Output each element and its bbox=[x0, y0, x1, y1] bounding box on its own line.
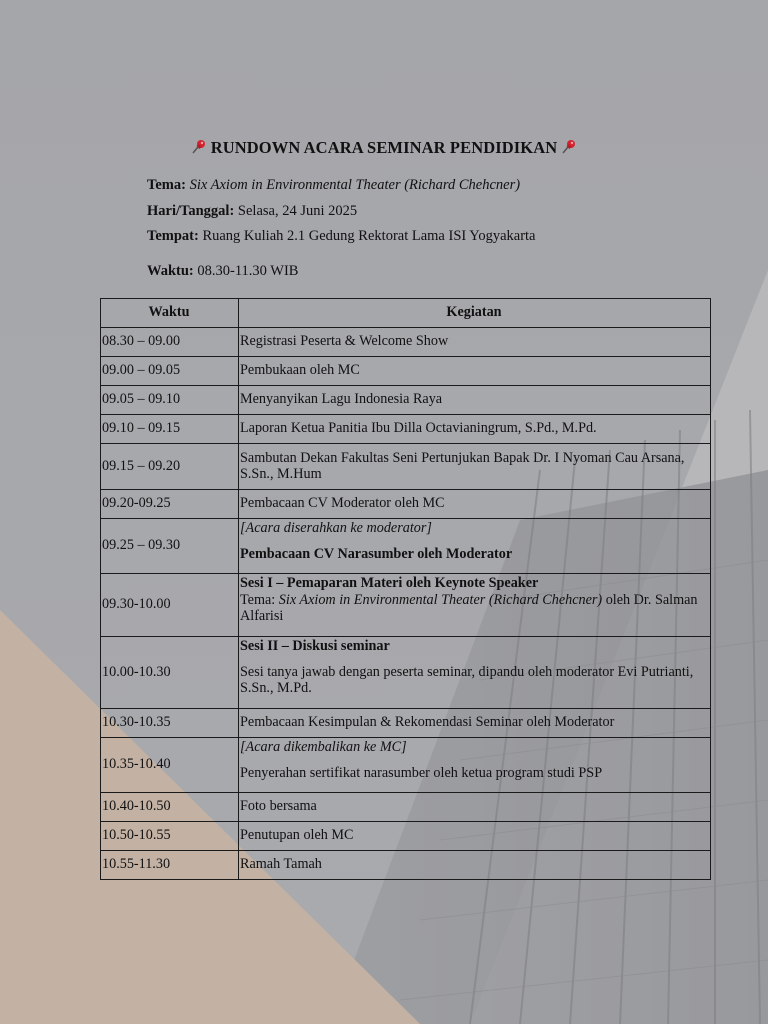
row-time: 09.15 – 09.20 bbox=[101, 444, 239, 490]
row-time: 08.30 – 09.00 bbox=[101, 328, 239, 357]
meta-waktu-label: Waktu: bbox=[147, 263, 194, 279]
row-time: 10.50-10.55 bbox=[101, 822, 239, 851]
row-tema bbox=[240, 592, 708, 625]
table-row bbox=[101, 328, 711, 357]
table-row bbox=[101, 444, 711, 490]
table-row bbox=[101, 793, 711, 822]
row-activity: Pembacaan Kesimpulan & Rekomendasi Seminar oleh Moderator bbox=[239, 709, 711, 738]
row-note: [Acara dikembalikan ke MC] bbox=[240, 739, 407, 755]
row-activity-text: Penyerahan sertifikat narasumber oleh ketua program studi PSP bbox=[240, 764, 603, 781]
table-row bbox=[101, 574, 711, 637]
document-title bbox=[0, 138, 768, 160]
meta-tanggal-label: Hari/Tanggal: bbox=[147, 203, 235, 219]
row-activity bbox=[239, 637, 711, 709]
row-tema-italic: Six Axiom in Environmental Theater (Richard Chehcner) bbox=[278, 591, 603, 608]
meta-tanggal-value: Selasa, 24 Juni 2025 bbox=[237, 203, 358, 219]
meta-tempat-label: Tempat: bbox=[147, 228, 199, 244]
meta-tempat bbox=[147, 228, 536, 245]
row-activity-text: Pembacaan CV Narasumber oleh Moderator bbox=[240, 545, 513, 562]
row-time: 09.25 – 09.30 bbox=[101, 519, 239, 574]
row-time: 09.30-10.00 bbox=[101, 574, 239, 637]
row-activity: Foto bersama bbox=[239, 793, 711, 822]
rundown-table bbox=[100, 298, 711, 880]
row-tema-label: Tema: bbox=[240, 591, 279, 608]
table-row bbox=[101, 519, 711, 574]
row-activity bbox=[239, 519, 711, 574]
table-header-row bbox=[101, 299, 711, 328]
row-activity bbox=[239, 738, 711, 793]
row-activity: Ramah Tamah bbox=[239, 851, 711, 880]
title-text: RUNDOWN ACARA SEMINAR PENDIDIKAN bbox=[210, 138, 558, 157]
row-time: 09.05 – 09.10 bbox=[101, 386, 239, 415]
header-waktu: Waktu bbox=[101, 299, 239, 328]
row-activity: Pembacaan CV Moderator oleh MC bbox=[239, 490, 711, 519]
row-time: 10.40-10.50 bbox=[101, 793, 239, 822]
table-row bbox=[101, 709, 711, 738]
header-kegiatan: Kegiatan bbox=[239, 299, 711, 328]
table-row bbox=[101, 822, 711, 851]
row-time: 10.30-10.35 bbox=[101, 709, 239, 738]
row-activity: Pembukaan oleh MC bbox=[239, 357, 711, 386]
row-time: 10.55-11.30 bbox=[101, 851, 239, 880]
row-heading: Sesi I – Pemaparan Materi oleh Keynote Speaker bbox=[240, 575, 539, 591]
row-activity bbox=[239, 574, 711, 637]
table-row bbox=[101, 386, 711, 415]
row-activity: Laporan Ketua Panitia Ibu Dilla Octavianingrum, S.Pd., M.Pd. bbox=[239, 415, 711, 444]
row-time: 10.00-10.30 bbox=[101, 637, 239, 709]
meta-tema-label: Tema: bbox=[147, 177, 186, 193]
row-time: 09.10 – 09.15 bbox=[101, 415, 239, 444]
pushpin-icon bbox=[561, 139, 577, 160]
meta-tema bbox=[147, 177, 520, 194]
meta-tema-value: Six Axiom in Environmental Theater (Richard Chehcner) bbox=[189, 177, 521, 193]
table-row bbox=[101, 637, 711, 709]
row-time: 10.35-10.40 bbox=[101, 738, 239, 793]
table-row bbox=[101, 490, 711, 519]
row-activity-text: Sesi tanya jawab dengan peserta seminar, dipandu oleh moderator Evi Putrianti, S.Sn., M.Pd. bbox=[240, 663, 694, 696]
meta-tanggal bbox=[147, 203, 357, 220]
meta-tempat-value: Ruang Kuliah 2.1 Gedung Rektorat Lama ISI Yogyakarta bbox=[202, 228, 536, 244]
table-row bbox=[101, 415, 711, 444]
row-activity: Penutupan oleh MC bbox=[239, 822, 711, 851]
table-row bbox=[101, 357, 711, 386]
meta-waktu bbox=[147, 263, 298, 280]
table-row bbox=[101, 738, 711, 793]
row-tema-tail: oleh Dr. Salman Alfarisi bbox=[240, 591, 698, 624]
table-row bbox=[101, 851, 711, 880]
pushpin-icon bbox=[191, 139, 207, 160]
row-activity: Sambutan Dekan Fakultas Seni Pertunjukan Bapak Dr. I Nyoman Cau Arsana, S.Sn., M.Hum bbox=[239, 444, 711, 490]
row-activity: Registrasi Peserta & Welcome Show bbox=[239, 328, 711, 357]
row-time: 09.20-09.25 bbox=[101, 490, 239, 519]
row-activity: Menyanyikan Lagu Indonesia Raya bbox=[239, 386, 711, 415]
meta-waktu-value: 08.30-11.30 WIB bbox=[197, 263, 299, 279]
row-time: 09.00 – 09.05 bbox=[101, 357, 239, 386]
row-note: [Acara diserahkan ke moderator] bbox=[240, 520, 432, 536]
row-heading: Sesi II – Diskusi seminar bbox=[240, 638, 390, 654]
